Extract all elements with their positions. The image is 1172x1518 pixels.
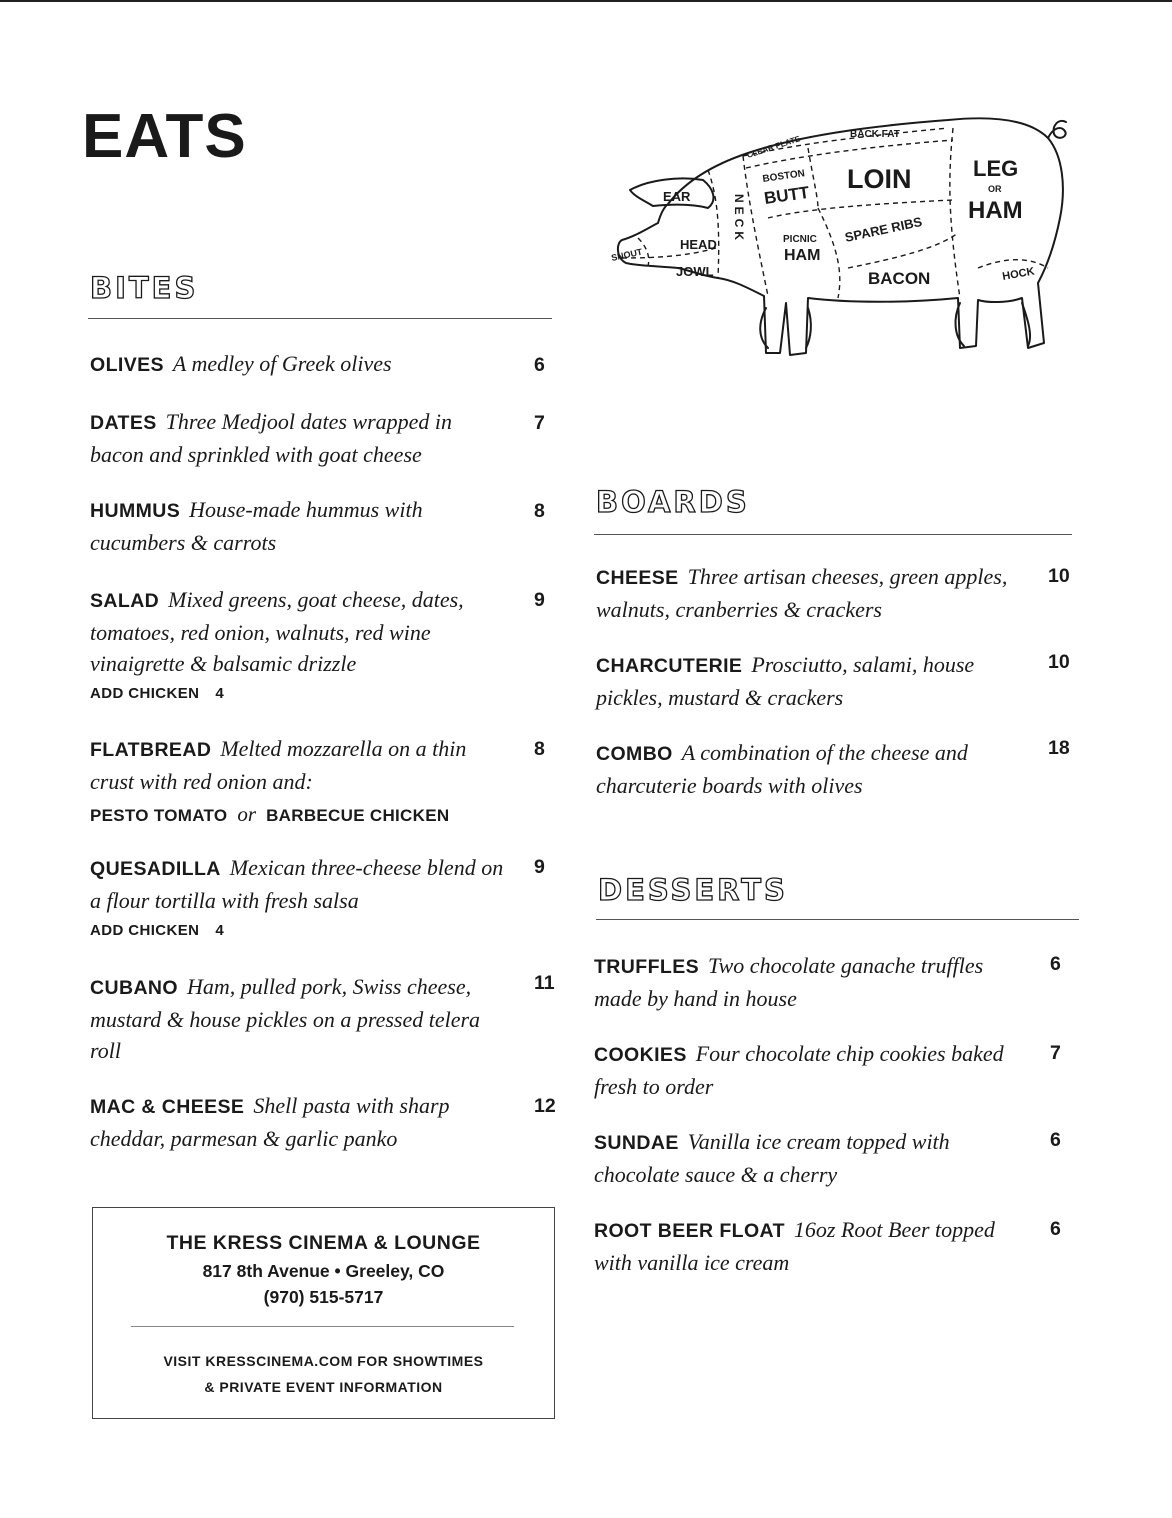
pig-label-back-fat: BACK FAT [850, 129, 900, 140]
item-description: Vanilla ice cream topped with chocolate sauce & a cherry [594, 1129, 950, 1187]
pig-label-snout: SNOUT [610, 246, 644, 263]
pig-label-or: OR [988, 184, 1002, 194]
section-rule-boards [594, 534, 1072, 535]
pig-label-picnic: PICNIC [783, 234, 817, 245]
menu-item-truffles: TRUFFLES Two chocolate ganache truffles made by hand in house [594, 953, 984, 1011]
visit-line-2: & PRIVATE EVENT INFORMATION [204, 1379, 443, 1395]
item-description: A medley of Greek olives [172, 351, 392, 376]
pig-label-head: HEAD [680, 237, 717, 252]
menu-item-sundae: SUNDAE Vanilla ice cream topped with chocolate sauce & a cherry [594, 1129, 950, 1187]
menu-item-charcuterie-board: CHARCUTERIE Prosciutto, salami, house pickles, mustard & crackers [596, 652, 975, 710]
item-price: 7 [1050, 1042, 1061, 1064]
item-description: Melted mozzarella on a thin crust with red onion and: [90, 736, 467, 794]
menu-item-hummus: HUMMUS House-made hummus with cucumbers & carrots [90, 497, 423, 555]
item-description: 16oz Root Beer topped with vanilla ice cream [594, 1217, 995, 1275]
menu-item-salad: SALAD Mixed greens, goat cheese, dates, tomatoes, red onion, walnuts, red wine vinaigrette & balsamic drizzle ADD CHICKEN 4 [90, 584, 510, 709]
pig-cuts-illustration [608, 108, 1074, 360]
venue-info-box [92, 1207, 555, 1419]
pig-label-leg: LEG [973, 156, 1019, 181]
add-chicken-option: ADD CHICKEN 4 [90, 922, 225, 939]
menu-item-cubano: CUBANO Ham, pulled pork, Swiss cheese, mustard & house pickles on a pressed telera roll [90, 974, 481, 1063]
item-price: 18 [1048, 737, 1070, 759]
item-price: 6 [1050, 1129, 1061, 1151]
item-price: 10 [1048, 565, 1070, 587]
item-price: 8 [534, 500, 545, 522]
pig-label-ham: HAM [968, 197, 1023, 224]
menu-item-cheese-board: CHEESE Three artisan cheeses, green apples, walnuts, cranberries & crackers [596, 564, 1008, 622]
item-price: 9 [534, 856, 545, 878]
visit-info [93, 1348, 554, 1400]
flatbread-options: PESTO TOMATO or BARBECUE CHICKEN [90, 802, 450, 826]
item-price: 11 [534, 972, 555, 994]
section-heading-desserts: DESSERTS [598, 873, 788, 907]
top-border [0, 0, 1172, 2]
menu-item-quesadilla: QUESADILLA Mexican three-cheese blend on a flour tortilla with fresh salsa ADD CHICKEN 4 [90, 852, 510, 946]
item-description: Mixed greens, goat cheese, dates, tomatoes, red onion, walnuts, red wine vinaigrette & balsamic drizzle [90, 587, 464, 676]
menu-item-dates: DATES Three Medjool dates wrapped in bacon and sprinkled with goat cheese [90, 409, 453, 467]
item-description: Ham, pulled pork, Swiss cheese, mustard & house pickles on a pressed telera roll [90, 974, 481, 1063]
menu-item-mac-and-cheese: MAC & CHEESE Shell pasta with sharp cheddar, parmesan & garlic panko [90, 1093, 450, 1151]
item-description: Mexican three-cheese blend on a flour tortilla with fresh salsa [90, 855, 504, 913]
item-price: 6 [534, 354, 545, 376]
venue-phone: (970) 515-5717 [263, 1287, 384, 1307]
item-price: 9 [534, 589, 545, 611]
menu-item-olives: OLIVES A medley of Greek olives [90, 351, 392, 376]
section-rule-bites [88, 318, 552, 319]
menu-item-flatbread: FLATBREAD Melted mozzarella on a thin crust with red onion and: PESTO TOMATO or BARBECUE CHICKEN [90, 733, 510, 833]
section-heading-bites: BITES [90, 271, 199, 305]
pig-label-clear-plate: CLEAR PLATE [745, 134, 802, 160]
item-description: Prosciutto, salami, house pickles, mustard & crackers [596, 652, 975, 710]
pig-label-bacon: BACON [868, 269, 931, 288]
item-price: 6 [1050, 1218, 1061, 1240]
item-description: Four chocolate chip cookies baked fresh to order [594, 1041, 1004, 1099]
pig-label-boston: BOSTON [761, 168, 806, 185]
pig-label-butt: BUTT [762, 182, 811, 208]
section-rule-desserts [596, 919, 1079, 920]
item-price: 12 [534, 1095, 556, 1117]
visit-line-1: VISIT KRESSCINEMA.COM FOR SHOWTIMES [163, 1353, 484, 1369]
item-description: Two chocolate ganache truffles made by hand in house [594, 953, 984, 1011]
pig-label-jowl: JOWL [676, 264, 714, 279]
item-description: Shell pasta with sharp cheddar, parmesan & garlic panko [90, 1093, 450, 1151]
venue-address: 817 8th Avenue • Greeley, CO [202, 1261, 445, 1281]
menu-item-combo-board: COMBO A combination of the cheese and charcuterie boards with olives [596, 740, 968, 798]
item-description: Three Medjool dates wrapped in bacon and sprinkled with goat cheese [90, 409, 453, 467]
menu-item-cookies: COOKIES Four chocolate chip cookies baked fresh to order [594, 1041, 1004, 1099]
info-divider [131, 1326, 514, 1327]
add-chicken-option: ADD CHICKEN 4 [90, 685, 225, 702]
menu-item-root-beer-float: ROOT BEER FLOAT 16oz Root Beer topped with vanilla ice cream [594, 1217, 995, 1275]
pig-label-picnic-ham: HAM [784, 247, 821, 264]
item-description: House-made hummus with cucumbers & carrots [90, 497, 423, 555]
pig-label-neck: NECK [732, 194, 746, 245]
section-heading-boards: BOARDS [596, 485, 750, 519]
item-description: A combination of the cheese and charcuterie boards with olives [596, 740, 968, 798]
item-description: Three artisan cheeses, green apples, walnuts, cranberries & crackers [596, 564, 1008, 622]
pig-label-hock: HOCK [1001, 265, 1036, 283]
venue-name: THE KRESS CINEMA & LOUNGE [166, 1232, 481, 1254]
page-title: EATS [82, 102, 247, 171]
item-price: 8 [534, 738, 545, 760]
item-price: 7 [534, 412, 545, 434]
item-price: 6 [1050, 953, 1061, 975]
pig-label-loin: LOIN [847, 164, 912, 194]
pig-label-spare-ribs: SPARE RIBS [843, 213, 924, 245]
pig-label-ear: EAR [663, 189, 691, 204]
item-price: 10 [1048, 651, 1070, 673]
